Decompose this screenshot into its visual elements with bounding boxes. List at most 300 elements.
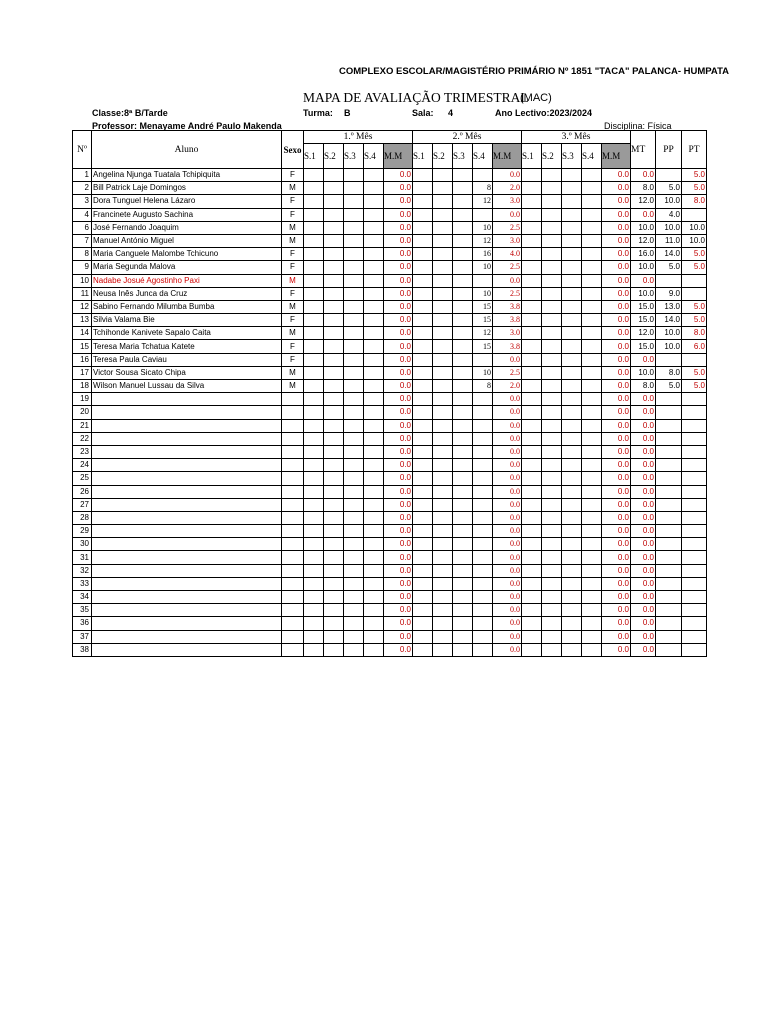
month-2-s3	[453, 591, 473, 604]
month-2-s1	[413, 169, 433, 182]
month-1-s2	[324, 459, 344, 472]
student-name: Sabino Fernando Milumba Bumba	[92, 300, 282, 313]
month-3-mm: 0.0	[602, 406, 631, 419]
month-3-mm: 0.0	[602, 287, 631, 300]
month-1-s1	[304, 353, 324, 366]
month-1-s2	[324, 261, 344, 274]
month-2-s1	[413, 551, 433, 564]
month-2-s3	[453, 472, 473, 485]
month-3-s1	[522, 248, 542, 261]
month-1-s1	[304, 538, 324, 551]
month-2-s4	[473, 604, 493, 617]
header-month-1-mm: M.M	[384, 144, 413, 169]
pt-value: 5.0	[682, 248, 707, 261]
month-1-s1	[304, 498, 324, 511]
month-1-s4	[364, 182, 384, 195]
student-sex	[282, 459, 304, 472]
month-2-s1	[413, 274, 433, 287]
month-2-mm: 2.0	[493, 380, 522, 393]
month-2-s4: 12	[473, 234, 493, 247]
month-2-s4	[473, 169, 493, 182]
month-3-mm: 0.0	[602, 169, 631, 182]
table-row	[73, 630, 707, 643]
month-2-s1	[413, 577, 433, 590]
header-month-2: 2.º Mês	[413, 131, 522, 144]
month-1-s4	[364, 591, 384, 604]
pp-value: 5.0	[656, 380, 682, 393]
month-2-s3	[453, 564, 473, 577]
month-3-s4	[582, 525, 602, 538]
month-2-mm: 0.0	[493, 630, 522, 643]
row-number: 24	[73, 459, 92, 472]
month-1-s2	[324, 604, 344, 617]
mt-value: 12.0	[631, 234, 656, 247]
month-3-s3	[562, 511, 582, 524]
header-month-1: 1.º Mês	[304, 131, 413, 144]
month-3-s3	[562, 261, 582, 274]
row-number: 38	[73, 643, 92, 656]
month-3-s4	[582, 459, 602, 472]
month-3-s1	[522, 459, 542, 472]
mt-value: 0.0	[631, 630, 656, 643]
month-2-mm: 0.0	[493, 485, 522, 498]
month-1-s1	[304, 393, 324, 406]
month-2-s3	[453, 525, 473, 538]
pp-value	[656, 630, 682, 643]
month-1-s2	[324, 432, 344, 445]
pp-value	[656, 472, 682, 485]
month-3-s4	[582, 551, 602, 564]
month-3-s2	[542, 287, 562, 300]
month-3-s2	[542, 551, 562, 564]
month-1-s1	[304, 234, 324, 247]
month-1-s3	[344, 459, 364, 472]
month-2-s4: 15	[473, 300, 493, 313]
month-2-mm: 0.0	[493, 419, 522, 432]
table-row	[73, 511, 707, 524]
month-3-s4	[582, 511, 602, 524]
table-row	[73, 340, 707, 353]
pt-value	[682, 274, 707, 287]
month-3-s3	[562, 577, 582, 590]
month-1-s1	[304, 182, 324, 195]
month-3-s4	[582, 248, 602, 261]
month-3-s1	[522, 617, 542, 630]
month-3-s2	[542, 366, 562, 379]
mt-value: 15.0	[631, 300, 656, 313]
month-1-s4	[364, 551, 384, 564]
mt-value: 16.0	[631, 248, 656, 261]
month-3-s3	[562, 274, 582, 287]
pt-value: 5.0	[682, 182, 707, 195]
mt-value: 10.0	[631, 287, 656, 300]
month-1-s4	[364, 169, 384, 182]
student-name: Maria Segunda Malova	[92, 261, 282, 274]
month-2-s3	[453, 511, 473, 524]
month-2-mm: 2.5	[493, 261, 522, 274]
pp-value	[656, 274, 682, 287]
month-1-s2	[324, 380, 344, 393]
month-3-s2	[542, 327, 562, 340]
month-1-s2	[324, 340, 344, 353]
month-1-s1	[304, 604, 324, 617]
month-3-s2	[542, 234, 562, 247]
pp-value	[656, 169, 682, 182]
month-3-s1	[522, 485, 542, 498]
mt-value: 15.0	[631, 314, 656, 327]
month-3-s3	[562, 604, 582, 617]
month-3-s2	[542, 248, 562, 261]
mt-value: 0.0	[631, 393, 656, 406]
month-1-s1	[304, 432, 324, 445]
month-2-s4	[473, 432, 493, 445]
month-3-s3	[562, 630, 582, 643]
month-2-s2	[433, 419, 453, 432]
mt-value: 0.0	[631, 208, 656, 221]
month-3-s4	[582, 274, 602, 287]
month-1-s2	[324, 525, 344, 538]
student-name	[92, 472, 282, 485]
table-row	[73, 393, 707, 406]
month-1-s3	[344, 498, 364, 511]
table-row	[73, 538, 707, 551]
month-3-s3	[562, 169, 582, 182]
month-3-s2	[542, 195, 562, 208]
table-row	[73, 551, 707, 564]
row-number: 25	[73, 472, 92, 485]
month-3-s1	[522, 551, 542, 564]
month-3-s4	[582, 419, 602, 432]
pp-value	[656, 604, 682, 617]
mt-value: 10.0	[631, 221, 656, 234]
month-1-s3	[344, 221, 364, 234]
month-3-mm: 0.0	[602, 538, 631, 551]
student-name	[92, 630, 282, 643]
month-1-s1	[304, 300, 324, 313]
month-1-s2	[324, 182, 344, 195]
month-3-s4	[582, 445, 602, 458]
header-student: Aluno	[92, 131, 282, 169]
month-3-s3	[562, 406, 582, 419]
month-1-s1	[304, 577, 324, 590]
month-3-s2	[542, 182, 562, 195]
month-2-mm: 0.0	[493, 591, 522, 604]
month-2-s3	[453, 195, 473, 208]
month-2-s4	[473, 406, 493, 419]
month-2-s4: 15	[473, 340, 493, 353]
month-3-s4	[582, 314, 602, 327]
month-1-s3	[344, 445, 364, 458]
month-3-s3	[562, 419, 582, 432]
table-row	[73, 287, 707, 300]
month-2-s1	[413, 459, 433, 472]
month-3-mm: 0.0	[602, 630, 631, 643]
month-3-mm: 0.0	[602, 261, 631, 274]
month-3-mm: 0.0	[602, 234, 631, 247]
pp-value	[656, 353, 682, 366]
row-number: 18	[73, 380, 92, 393]
row-number: 12	[73, 300, 92, 313]
row-number: 36	[73, 617, 92, 630]
month-2-s3	[453, 274, 473, 287]
table-row	[73, 182, 707, 195]
month-2-mm: 2.5	[493, 287, 522, 300]
month-3-s4	[582, 393, 602, 406]
month-2-s3	[453, 169, 473, 182]
month-1-s1	[304, 419, 324, 432]
mt-value: 0.0	[631, 591, 656, 604]
month-2-s2	[433, 380, 453, 393]
month-2-mm: 4.0	[493, 248, 522, 261]
month-1-s2	[324, 406, 344, 419]
month-3-s2	[542, 340, 562, 353]
month-3-s3	[562, 340, 582, 353]
month-3-s1	[522, 472, 542, 485]
table-row	[73, 195, 707, 208]
pt-value: 5.0	[682, 169, 707, 182]
month-3-s3	[562, 564, 582, 577]
month-1-s4	[364, 459, 384, 472]
month-3-s2	[542, 314, 562, 327]
month-1-s4	[364, 208, 384, 221]
month-2-s1	[413, 472, 433, 485]
pt-value: 5.0	[682, 366, 707, 379]
month-2-s1	[413, 511, 433, 524]
row-number: 6	[73, 221, 92, 234]
table-row	[73, 445, 707, 458]
month-2-s2	[433, 485, 453, 498]
month-1-mm: 0.0	[384, 577, 413, 590]
student-name	[92, 498, 282, 511]
mt-value: 0.0	[631, 472, 656, 485]
month-3-s2	[542, 419, 562, 432]
month-3-s3	[562, 221, 582, 234]
month-2-s3	[453, 366, 473, 379]
pt-value	[682, 498, 707, 511]
month-2-s1	[413, 366, 433, 379]
month-1-s3	[344, 577, 364, 590]
month-2-s2	[433, 591, 453, 604]
month-3-s4	[582, 208, 602, 221]
month-3-s4	[582, 221, 602, 234]
mt-value: 15.0	[631, 340, 656, 353]
month-1-s3	[344, 261, 364, 274]
row-number: 13	[73, 314, 92, 327]
month-1-s1	[304, 445, 324, 458]
month-2-s4	[473, 617, 493, 630]
month-1-mm: 0.0	[384, 314, 413, 327]
student-name	[92, 525, 282, 538]
table-row	[73, 169, 707, 182]
month-3-s3	[562, 314, 582, 327]
student-sex	[282, 525, 304, 538]
month-3-mm: 0.0	[602, 393, 631, 406]
row-number: 26	[73, 485, 92, 498]
month-1-s3	[344, 419, 364, 432]
month-2-s2	[433, 234, 453, 247]
mt-value: 0.0	[631, 419, 656, 432]
month-1-s1	[304, 366, 324, 379]
month-2-s3	[453, 287, 473, 300]
header-month-3-s2: S.2	[542, 144, 562, 169]
month-1-s2	[324, 366, 344, 379]
month-1-s1	[304, 274, 324, 287]
month-3-s1	[522, 630, 542, 643]
month-3-s2	[542, 445, 562, 458]
month-2-s2	[433, 564, 453, 577]
pp-value	[656, 406, 682, 419]
month-2-s1	[413, 314, 433, 327]
month-3-s1	[522, 498, 542, 511]
student-sex	[282, 630, 304, 643]
month-1-s3	[344, 314, 364, 327]
month-2-s4	[473, 419, 493, 432]
month-1-s3	[344, 274, 364, 287]
student-name	[92, 406, 282, 419]
month-1-s1	[304, 261, 324, 274]
month-1-s4	[364, 511, 384, 524]
month-1-s3	[344, 248, 364, 261]
month-1-s4	[364, 472, 384, 485]
month-2-s4: 15	[473, 314, 493, 327]
pt-value	[682, 538, 707, 551]
month-3-s1	[522, 300, 542, 313]
month-3-s2	[542, 221, 562, 234]
student-sex: F	[282, 353, 304, 366]
month-2-s4: 8	[473, 380, 493, 393]
table-row	[73, 380, 707, 393]
month-3-s4	[582, 630, 602, 643]
month-2-mm: 0.0	[493, 472, 522, 485]
month-2-s1	[413, 353, 433, 366]
pt-value	[682, 577, 707, 590]
month-1-s3	[344, 234, 364, 247]
month-1-s2	[324, 314, 344, 327]
header-month-1-s1: S.1	[304, 144, 324, 169]
month-3-s1	[522, 432, 542, 445]
month-2-s3	[453, 234, 473, 247]
month-2-s2	[433, 472, 453, 485]
month-2-s3	[453, 643, 473, 656]
row-number: 2	[73, 182, 92, 195]
mt-value: 0.0	[631, 538, 656, 551]
pt-value: 8.0	[682, 195, 707, 208]
pt-value	[682, 591, 707, 604]
mt-value: 0.0	[631, 485, 656, 498]
month-2-s2	[433, 498, 453, 511]
month-1-s3	[344, 340, 364, 353]
month-3-s2	[542, 485, 562, 498]
month-1-s4	[364, 221, 384, 234]
month-1-s1	[304, 380, 324, 393]
school-name: COMPLEXO ESCOLAR/MAGISTÉRIO PRIMÁRIO Nº 1851 "TACA" PALANCA- HUMPATA	[339, 66, 730, 77]
month-1-mm: 0.0	[384, 287, 413, 300]
month-2-mm: 0.0	[493, 525, 522, 538]
student-sex	[282, 472, 304, 485]
month-2-mm: 0.0	[493, 643, 522, 656]
month-3-s2	[542, 604, 562, 617]
pp-value: 8.0	[656, 366, 682, 379]
month-1-s4	[364, 248, 384, 261]
mt-value: 12.0	[631, 327, 656, 340]
mt-value: 10.0	[631, 261, 656, 274]
month-2-s4	[473, 485, 493, 498]
row-number: 19	[73, 393, 92, 406]
month-2-mm: 0.0	[493, 393, 522, 406]
row-number: 37	[73, 630, 92, 643]
month-1-s4	[364, 432, 384, 445]
student-name	[92, 511, 282, 524]
month-2-mm: 0.0	[493, 498, 522, 511]
month-2-s1	[413, 419, 433, 432]
month-2-mm: 0.0	[493, 406, 522, 419]
month-1-s4	[364, 366, 384, 379]
row-number: 35	[73, 604, 92, 617]
pp-value	[656, 643, 682, 656]
pt-value	[682, 564, 707, 577]
student-name: Angelina Njunga Tuatala Tchipiquita	[92, 169, 282, 182]
month-1-mm: 0.0	[384, 564, 413, 577]
mt-value: 0.0	[631, 353, 656, 366]
month-1-s3	[344, 617, 364, 630]
month-2-s1	[413, 380, 433, 393]
month-2-s2	[433, 551, 453, 564]
table-row	[73, 261, 707, 274]
month-3-s2	[542, 643, 562, 656]
month-3-mm: 0.0	[602, 511, 631, 524]
month-3-s2	[542, 300, 562, 313]
month-1-mm: 0.0	[384, 419, 413, 432]
table-row	[73, 353, 707, 366]
month-2-s1	[413, 221, 433, 234]
month-3-s4	[582, 591, 602, 604]
month-3-s4	[582, 472, 602, 485]
header-sex: Sexo	[282, 131, 304, 169]
month-1-s2	[324, 195, 344, 208]
month-2-s1	[413, 261, 433, 274]
pp-value	[656, 525, 682, 538]
month-3-mm: 0.0	[602, 182, 631, 195]
header-month-3-s3: S.3	[562, 144, 582, 169]
mt-value: 0.0	[631, 564, 656, 577]
month-2-s2	[433, 525, 453, 538]
month-1-s4	[364, 577, 384, 590]
month-2-s2	[433, 459, 453, 472]
student-sex	[282, 617, 304, 630]
month-3-s1	[522, 643, 542, 656]
month-1-s4	[364, 617, 384, 630]
month-2-s4: 12	[473, 327, 493, 340]
month-3-mm: 0.0	[602, 432, 631, 445]
month-3-s1	[522, 208, 542, 221]
month-2-s4	[473, 591, 493, 604]
month-3-s1	[522, 274, 542, 287]
month-3-s4	[582, 498, 602, 511]
month-1-mm: 0.0	[384, 643, 413, 656]
month-3-mm: 0.0	[602, 327, 631, 340]
row-number: 34	[73, 591, 92, 604]
month-2-s2	[433, 169, 453, 182]
pt-value	[682, 353, 707, 366]
month-1-mm: 0.0	[384, 221, 413, 234]
month-3-s4	[582, 195, 602, 208]
month-3-s3	[562, 353, 582, 366]
month-3-mm: 0.0	[602, 498, 631, 511]
pt-value	[682, 432, 707, 445]
month-2-s3	[453, 393, 473, 406]
table-row	[73, 485, 707, 498]
mt-value: 0.0	[631, 643, 656, 656]
